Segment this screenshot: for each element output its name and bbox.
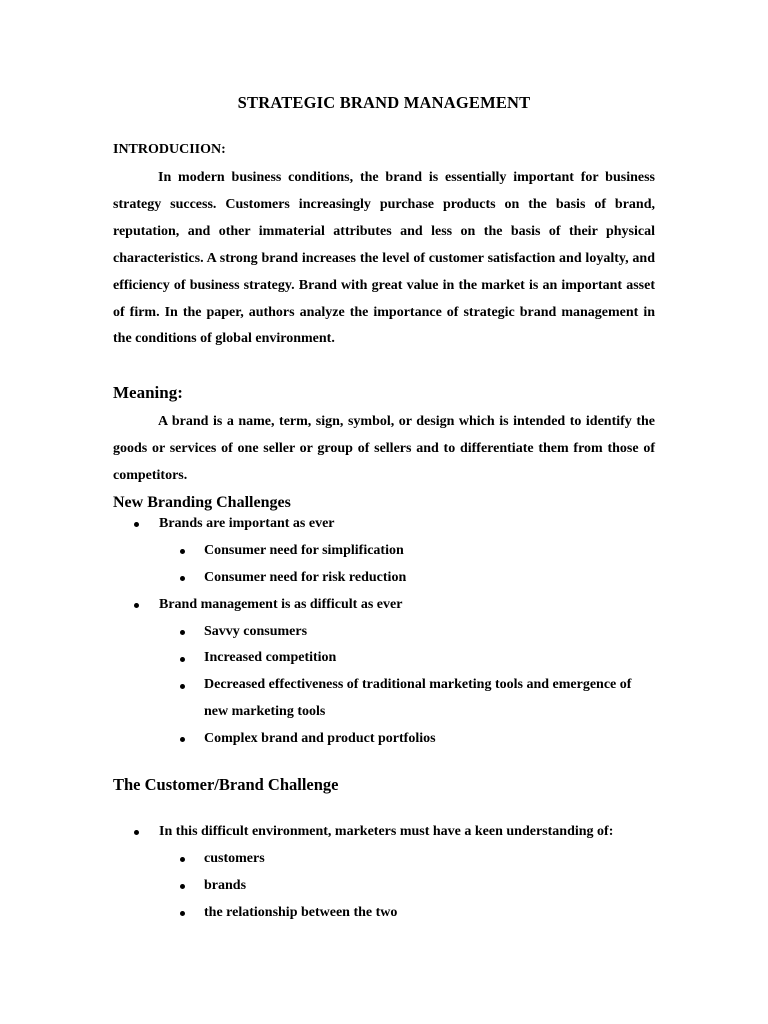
bullet-icon	[180, 911, 185, 916]
list-item: In this difficult environment, marketers must have a keen understanding of:	[159, 824, 614, 839]
list-item: Consumer need for risk reduction	[204, 570, 407, 585]
list-item: customers	[204, 851, 265, 866]
bullet-icon	[180, 549, 185, 554]
list-item: Decreased effectiveness of traditional marketing tools and emergence of new marketing tools	[204, 677, 632, 719]
list-item: Brands are important as ever	[159, 516, 335, 531]
bullet-icon	[180, 737, 185, 742]
list-item: Savvy consumers	[204, 624, 308, 639]
list-item: Increased competition	[204, 650, 337, 665]
list-item: Consumer need for simplification	[204, 543, 404, 558]
list-item: Complex brand and product portfolios	[204, 731, 436, 746]
bullet-icon	[180, 630, 185, 635]
bullet-icon	[134, 603, 139, 608]
bullet-icon	[180, 657, 185, 662]
meaning-paragraph: A brand is a name, term, sign, symbol, or design which is intended to identify the goods or services of one seller or group of sellers and to differentiate them from those of competitors.	[113, 414, 655, 483]
bullet-icon	[180, 884, 185, 889]
list-item: the relationship between the two	[204, 905, 398, 920]
intro-label: INTRODUCIION:	[113, 142, 226, 157]
meaning-heading: Meaning:	[113, 383, 183, 402]
bullet-icon	[134, 830, 139, 835]
bullet-icon	[180, 576, 185, 581]
list-item: Brand management is as difficult as ever	[159, 597, 403, 612]
challenges-heading: New Branding Challenges	[113, 494, 291, 511]
bullet-icon	[180, 684, 185, 689]
list-item: brands	[204, 878, 247, 893]
bullet-icon	[180, 857, 185, 862]
bullet-icon	[134, 522, 139, 527]
intro-paragraph: In modern business conditions, the brand is essentially important for business strategy success. Customers increasingly purchase products on the basis of brand, reputation, and other immaterial attributes and less on the basis of their physical characteristics. A strong brand increases the level of customer satisfaction and loyalty, and efficiency of business strategy. Brand with great value in the market is an important asset of firm. In the paper, authors analyze the importance of strategic brand management in the conditions of global environment.	[113, 170, 655, 347]
customer-brand-heading: The Customer/Brand Challenge	[113, 775, 339, 794]
document-title: STRATEGIC BRAND MANAGEMENT	[237, 93, 531, 112]
